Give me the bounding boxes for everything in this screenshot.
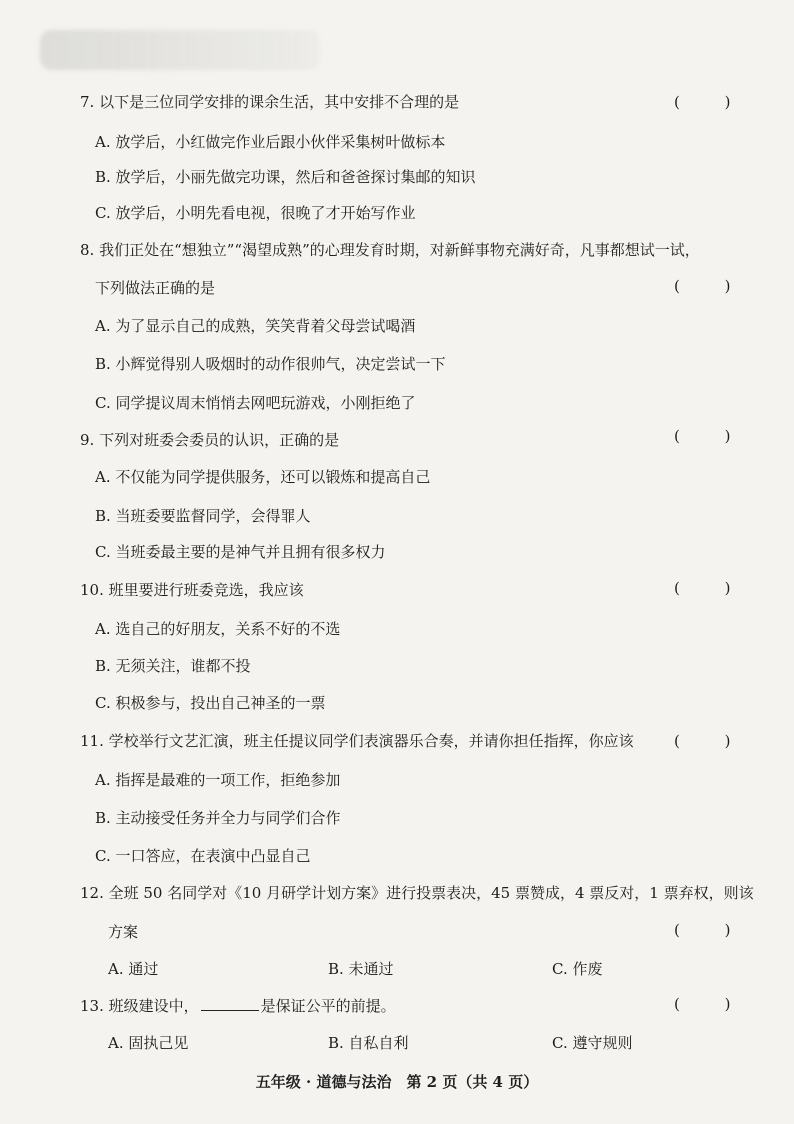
q9-option-b: B. 当班委要监督同学，会得罪人: [95, 507, 311, 525]
question-10-stem: 10. 班里要进行班委竞选，我应该: [80, 581, 304, 599]
question-9-stem: 9. 下列对班委会委员的认识，正确的是: [80, 431, 340, 449]
question-8-stem-cont: 下列做法正确的是: [95, 279, 216, 297]
q13-option-b: B. 自私自利: [328, 1034, 409, 1052]
q12-option-a: A. 通过: [108, 960, 159, 978]
q12-options-row: [0, 959, 794, 979]
q9-option-a: A. 不仅能为同学提供服务，还可以锻炼和提高自己: [95, 468, 431, 486]
question-12-stem: 12. 全班 50 名同学对《10 月研学计划方案》进行投票表决，45 票赞成，4 票反对，1 票弃权，则该: [80, 884, 754, 902]
q13-option-a: A. 固执己见: [108, 1034, 189, 1052]
q10-option-c: C. 积极参与，投出自己神圣的一票: [95, 694, 326, 712]
page-footer: 五年级 · 道德与法治 第 2 页（共 4 页）: [255, 1073, 539, 1091]
q10-option-b: B. 无须关注，谁都不投: [95, 657, 251, 675]
answer-paren-8[interactable]: ( ): [674, 277, 751, 295]
question-7-stem: 7. 以下是三位同学安排的课余生活，其中安排不合理的是: [80, 93, 460, 111]
q13-options-row: [0, 1033, 794, 1053]
q11-option-a: A. 指挥是最难的一项工作，拒绝参加: [95, 771, 341, 789]
q12-option-c: C. 作废: [552, 960, 603, 978]
q10-option-a: A. 选自己的好朋友，关系不好的不选: [95, 620, 341, 638]
question-8-stem: 8. 我们正处在“想独立”“渴望成熟”的心理发育时期，对新鲜事物充满好奇，凡事都想试一试，: [80, 241, 700, 259]
scan-smudge: [40, 30, 320, 70]
answer-paren-13[interactable]: ( ): [674, 995, 751, 1013]
question-13-stem: [80, 996, 396, 1016]
answer-paren-9[interactable]: ( ): [674, 427, 751, 445]
question-12-stem-cont: 方案: [108, 923, 139, 941]
q9-option-c: C. 当班委最主要的是神气并且拥有很多权力: [95, 543, 386, 561]
question-13-stem-after: 是保证公平的前提。: [260, 997, 396, 1015]
fill-blank[interactable]: [201, 996, 259, 1011]
answer-paren-7[interactable]: ( ): [674, 93, 751, 111]
question-13-stem-before: 13. 班级建设中，: [80, 997, 199, 1015]
q11-option-c: C. 一口答应，在表演中凸显自己: [95, 847, 311, 865]
answer-paren-12[interactable]: ( ): [674, 921, 751, 939]
q7-option-a: A. 放学后，小红做完作业后跟小伙伴采集树叶做标本: [95, 133, 446, 151]
answer-paren-11[interactable]: ( ): [674, 732, 751, 750]
q8-option-a: A. 为了显示自己的成熟，笑笑背着父母尝试喝酒: [95, 317, 416, 335]
q13-option-c: C. 遵守规则: [552, 1034, 633, 1052]
q7-option-b: B. 放学后，小丽先做完功课，然后和爸爸探讨集邮的知识: [95, 168, 476, 186]
question-11-stem: 11. 学校举行文艺汇演，班主任提议同学们表演器乐合奏，并请你担任指挥，你应该: [80, 732, 634, 750]
q8-option-b: B. 小辉觉得别人吸烟时的动作很帅气，决定尝试一下: [95, 355, 446, 373]
q8-option-c: C. 同学提议周末悄悄去网吧玩游戏，小刚拒绝了: [95, 394, 416, 412]
q11-option-b: B. 主动接受任务并全力与同学们合作: [95, 809, 341, 827]
q7-option-c: C. 放学后，小明先看电视，很晚了才开始写作业: [95, 204, 416, 222]
answer-paren-10[interactable]: ( ): [674, 579, 751, 597]
q12-option-b: B. 未通过: [328, 960, 394, 978]
